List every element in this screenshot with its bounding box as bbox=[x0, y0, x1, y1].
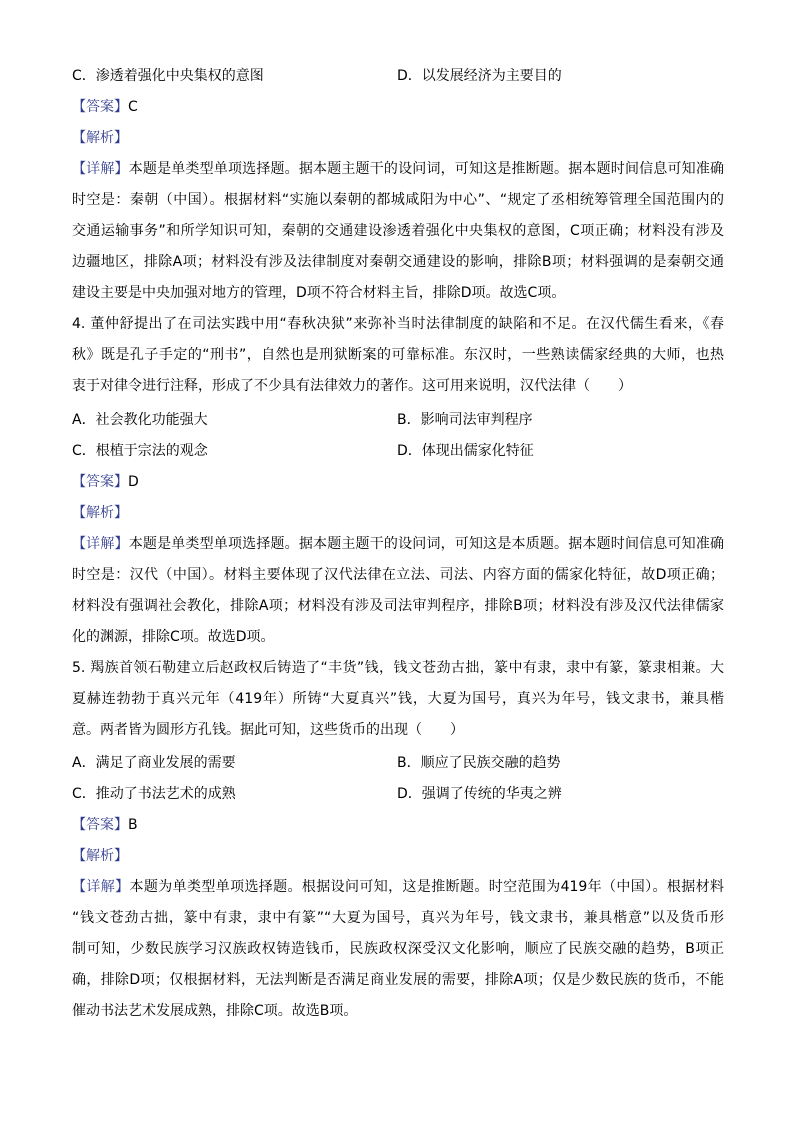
q5-stem-line-1: 5. 羯族首领石勒建立后赵政权后铸造了“丰货”钱，钱文苍劲古拙，篆中有隶，隶中有篆，篆隶相兼。大 bbox=[72, 660, 724, 676]
detail-text: 本题为单类型单项选择题。根据设问可知，这是推断题。时空范围为419年（中国）。根据材料 bbox=[129, 879, 724, 895]
q4-detail-line-4: 化的渊源，排除C项。故选D项。 bbox=[72, 629, 275, 645]
q5-stem-line-2: 夏赫连勃勃于真兴元年（419年）所铸“大夏真兴”钱，大夏为国号，真兴为年号，钱文隶书，兼具楷 bbox=[72, 691, 724, 707]
q3-options-row-cd bbox=[72, 66, 724, 86]
q5-stem-line-3: 意。两者皆为圆形方孔钱。据此可知，这些货币的出现（ ） bbox=[72, 722, 464, 738]
answer-label: 【答案】 bbox=[72, 817, 128, 833]
q4-stem-line-3: 衷于对律令进行注释，形成了不少具有法律效力的著作。这可用来说明，汉代法律（ ） bbox=[72, 378, 632, 394]
q5-detail-line-2: “钱文苍劲古拙，篆中有隶，隶中有篆”“大夏为国号，真兴为年号，钱文隶书，兼具楷意”以及货币形 bbox=[72, 910, 724, 926]
answer-value: D bbox=[128, 474, 139, 490]
q5-options-row-ab bbox=[72, 753, 724, 773]
answer-label: 【答案】 bbox=[72, 474, 128, 490]
q5-option-a: A．满足了商业发展的需要 bbox=[72, 755, 236, 771]
answer-label: 【答案】 bbox=[72, 99, 128, 115]
q4-analysis-label: 【解析】 bbox=[72, 505, 128, 521]
q5-option-d: D．强调了传统的华夷之辨 bbox=[397, 786, 562, 802]
detail-label: 【详解】 bbox=[72, 161, 129, 177]
q3-option-c: C．渗透着强化中央集权的意图 bbox=[72, 68, 264, 84]
q3-detail-line-2: 时空是：秦朝（中国）。根据材料“实施以秦朝的都城咸阳为中心”、“规定了丞相统筹管理全国范围内的 bbox=[72, 192, 724, 208]
q4-option-c: C．根植于宗法的观念 bbox=[72, 443, 208, 459]
detail-label: 【详解】 bbox=[72, 879, 130, 895]
q5-option-b: B．顺应了民族交融的趋势 bbox=[397, 755, 561, 771]
detail-label: 【详解】 bbox=[72, 536, 129, 552]
q3-option-d: D．以发展经济为主要目的 bbox=[397, 68, 562, 84]
q4-stem-line-2: 秋》既是孔子手定的“刑书”，自然也是刑狱断案的可靠标准。东汉时，一些熟读儒家经典的大师，也热 bbox=[72, 347, 724, 363]
q3-detail-line-5: 建设主要是中央加强对地方的管理，D项不符合材料主旨，排除D项。故选C项。 bbox=[72, 285, 566, 301]
q5-detail-line-3: 制可知，少数民族学习汉族政权铸造钱币，民族政权深受汉文化影响，顺应了民族交融的趋势，B项正 bbox=[72, 941, 724, 957]
detail-text: 本题是单类型单项选择题。据本题主题干的设问词，可知这是本质题。据本题时间信息可知准确 bbox=[128, 536, 724, 552]
q5-analysis-label: 【解析】 bbox=[72, 848, 128, 864]
q4-option-a: A．社会教化功能强大 bbox=[72, 412, 208, 428]
q3-detail-line-1 bbox=[72, 159, 724, 179]
q4-detail-line-1 bbox=[72, 534, 724, 554]
q4-option-d: D．体现出儒家化特征 bbox=[397, 443, 534, 459]
q5-answer bbox=[72, 815, 724, 835]
q4-answer bbox=[72, 472, 724, 492]
q3-detail-line-4: 边疆地区，排除A项；材料没有涉及法律制度对秦朝交通建设的影响，排除B项；材料强调的是秦朝交通 bbox=[72, 254, 724, 270]
q5-detail-line-5: 催动书法艺术发展成熟，排除C项。故选B项。 bbox=[72, 1003, 358, 1019]
detail-text: 本题是单类型单项选择题。据本题主题干的设问词，可知这是推断题。据本题时间信息可知准确 bbox=[128, 161, 724, 177]
q5-detail-line-4: 确，排除D项；仅根据材料，无法判断是否满足商业发展的需要，排除A项；仅是少数民族的货币，不能 bbox=[72, 972, 724, 988]
q4-detail-line-3: 材料没有强调社会教化，排除A项；材料没有涉及司法审判程序，排除B项；材料没有涉及汉代法律儒家 bbox=[72, 598, 724, 614]
answer-value: C bbox=[128, 99, 138, 115]
q3-detail-line-3: 交通运输事务”和所学知识可知，秦朝的交通建设渗透着强化中央集权的意图，C项正确；材料没有涉及 bbox=[72, 223, 724, 239]
q3-analysis-label: 【解析】 bbox=[72, 130, 128, 146]
q5-option-c: C．推动了书法艺术的成熟 bbox=[72, 786, 236, 802]
q4-options-row-cd bbox=[72, 441, 724, 461]
q4-options-row-ab bbox=[72, 410, 724, 430]
q4-option-b: B．影响司法审判程序 bbox=[397, 412, 533, 428]
q5-options-row-cd bbox=[72, 784, 724, 804]
q5-detail-line-1 bbox=[72, 877, 724, 897]
q4-stem-line-1: 4. 董仲舒提出了在司法实践中用“春秋决狱”来弥补当时法律制度的缺陷和不足。在汉代儒生看来，《春 bbox=[72, 316, 724, 332]
answer-value: B bbox=[128, 817, 138, 833]
q4-detail-line-2: 时空是：汉代（中国）。材料主要体现了汉代法律在立法、司法、内容方面的儒家化特征，故D项正确； bbox=[72, 567, 724, 583]
q3-answer bbox=[72, 97, 724, 117]
